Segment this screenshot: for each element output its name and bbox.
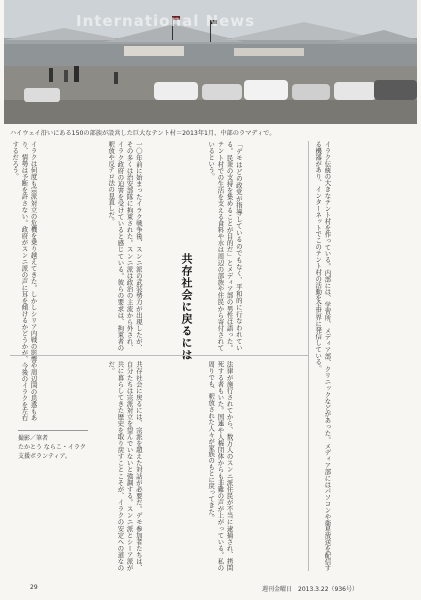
section-heading: 共存社会に戻るには	[180, 253, 193, 361]
byline-name: たかとう ならこ・イラク支援ボランティア。	[18, 444, 86, 460]
column-text: 法律が施行されてから、数万人のスンニ派住民が不当に逮捕され、拷問死する者もいた。国連や人権団体からも非難の声が上がっている。私の周りでも、釈放された人々が家族のもとに戻ってきた。	[207, 361, 234, 571]
column-text: 「デモはどの政党が指導しているのでもなく、平和的に行なわれている。民衆の支持を集めることが目的だ」とメディア部の男性は語った。テント村での生活を支える食料や水は周辺の部族や住民から寄付されているという。	[207, 141, 243, 351]
page-number: 29	[30, 584, 38, 591]
article-column	[106, 361, 206, 571]
article-column	[313, 141, 413, 571]
column-text: 共存社会に戻るには、宗派を超えた対話が必要だ。デモ参加者たちは、自分たちは宗派対立を望んでいないと強調する。スンニ派とシーア派が共に暮らしてきた歴史を取り戻すことこそが、イラクの安定への道なのだ。	[107, 361, 143, 571]
article-column	[106, 141, 206, 351]
article-column	[206, 361, 306, 571]
byline-label: 撮影／筆者	[18, 435, 49, 442]
column-text: 一〇年前に始まったイラク戦争後、スンニ派の武装勢力が出現したが、その多くは治安部隊に拘束された。スンニ派は政治の主流から外され、イラク政府の迫害を受けていると感じている。彼らの要求は、拘束者の釈放や反テロ法の見直しだ。	[107, 141, 143, 351]
magazine-issue: 週刊金曜日 2013.3.22（936号）	[262, 586, 358, 593]
column-text: イラクは何度も宗派対立の危機を乗り越えてきた。しかしシリア内戦の影響や周辺国の思惑もあり、情勢は予断を許さない。政府がスンニ派の声に耳を傾けるかどうかが、今後のイラクを左右するだろう。	[11, 141, 38, 421]
column-text: イラク伝統の大きなテント村を作っている。内部には、学習所、メディア部、クリニックなどがあった。メディア部にはパソコンや衛星放送を配信する機器があり、インターネットでこのテント村の活動を全世界に発信している。	[314, 141, 332, 571]
photo-caption: ハイウェイ沿いにある150の部族が設営した巨大なテント村＝2013年1月、中部のラマディで。	[10, 130, 276, 137]
article-photo	[4, 0, 417, 124]
article-column	[206, 141, 306, 351]
banner-text: International News	[76, 12, 256, 30]
article-column	[10, 141, 110, 421]
byline	[18, 430, 88, 460]
article-body	[10, 141, 411, 571]
